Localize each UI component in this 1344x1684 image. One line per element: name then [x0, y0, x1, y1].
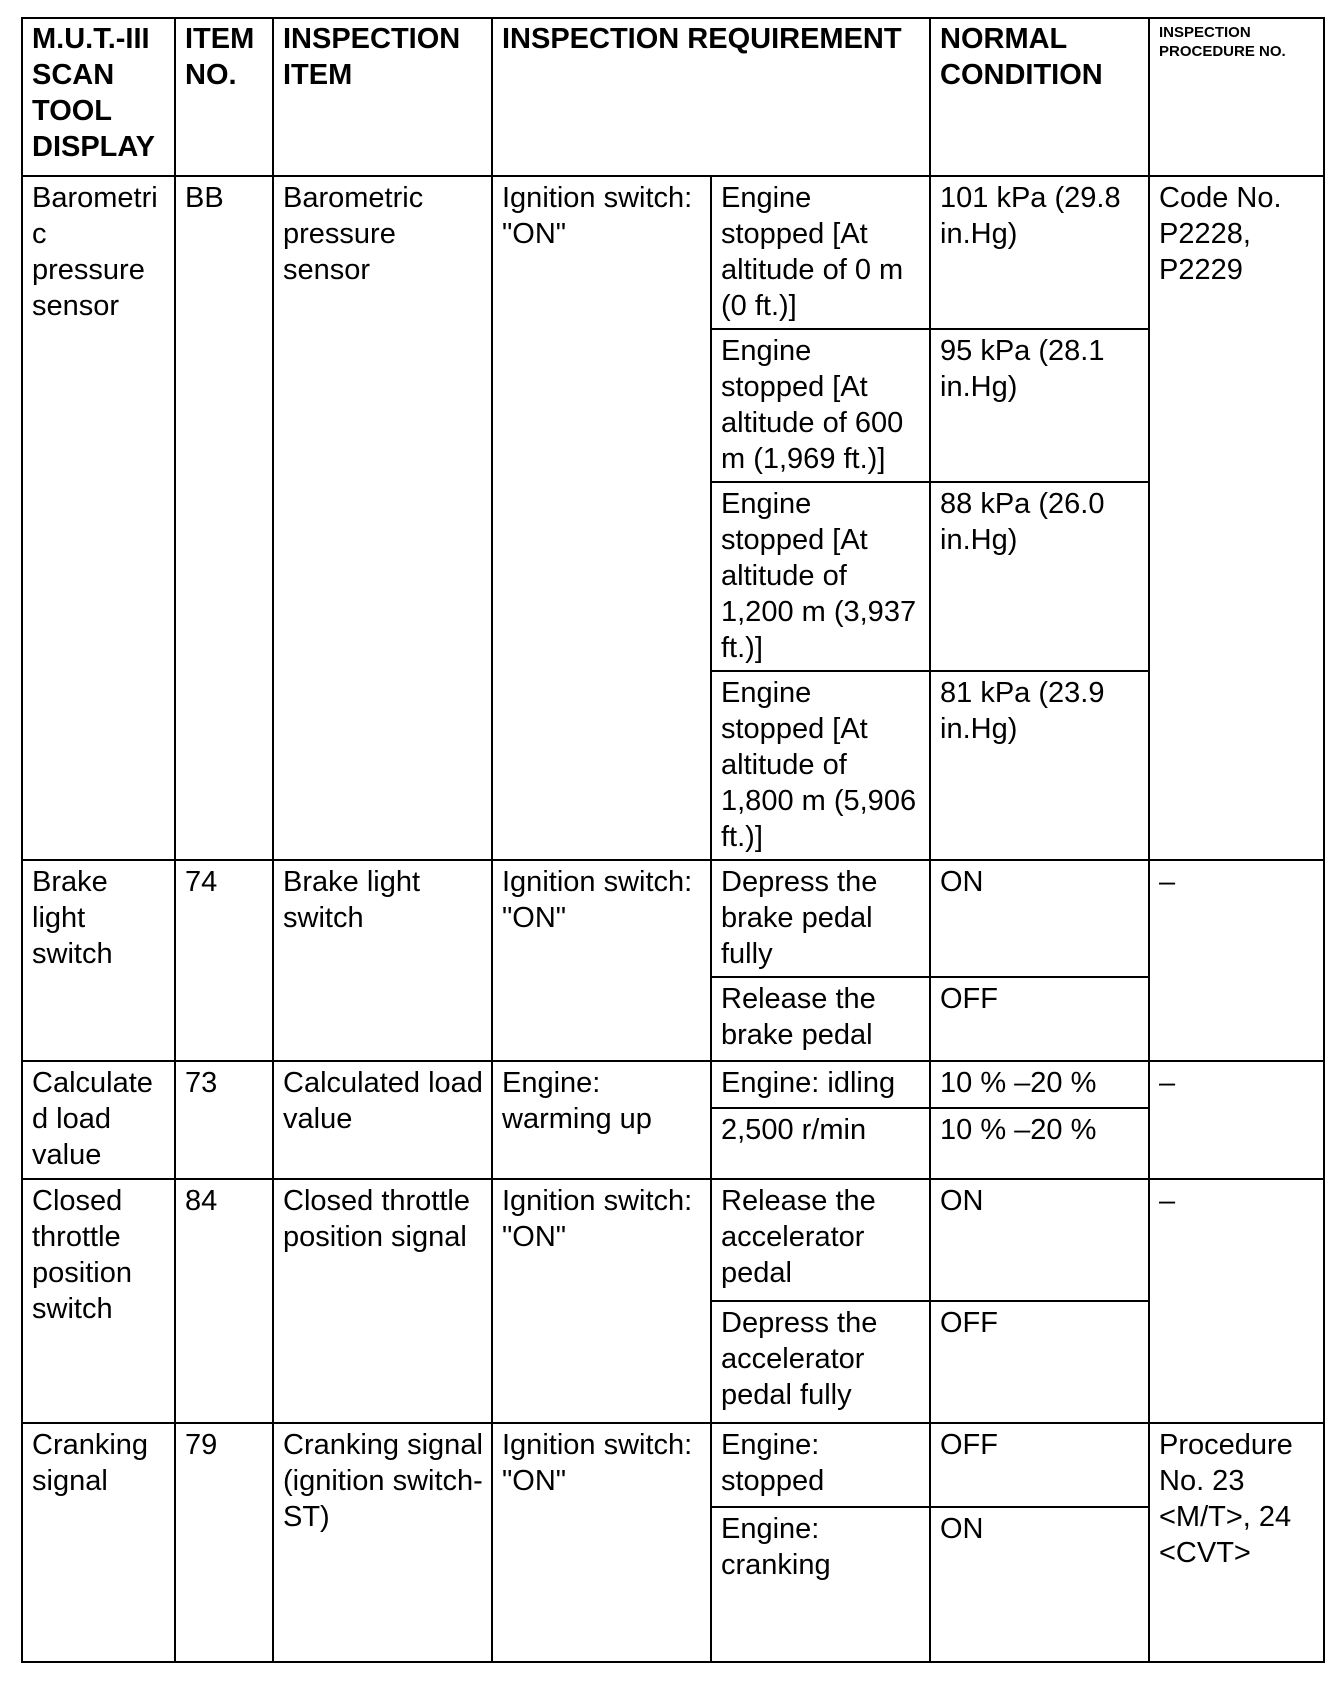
item-no-cell: 84: [175, 1179, 273, 1423]
condition-detail-cell: 2,500 r/min: [711, 1108, 930, 1179]
inspection-item-cell: Brake light switch: [273, 860, 492, 1061]
scan-tool-display-cell: Calculated load value: [22, 1061, 175, 1179]
condition-detail-cell: Depress the accelerator pedal fully: [711, 1301, 930, 1423]
inspection-requirement-cell: Ignition switch: "ON": [492, 1423, 711, 1662]
normal-condition-cell: ON: [930, 1179, 1149, 1301]
condition-detail-cell: Engine: stopped: [711, 1423, 930, 1507]
inspection-table: [21, 17, 1325, 1663]
inspection-requirement-cell: Ignition switch: "ON": [492, 176, 711, 860]
condition-detail-cell: Engine stopped [At altitude of 1,200 m (3,937 ft.)]: [711, 482, 930, 671]
inspection-requirement-cell: Ignition switch: "ON": [492, 1179, 711, 1423]
header-normal-condition: NORMAL CONDITION: [930, 18, 1149, 176]
normal-condition-cell: 10 % –20 %: [930, 1061, 1149, 1108]
table-row: [22, 860, 1324, 977]
header-scan-tool-display: M.U.T.-III SCAN TOOL DISPLAY: [22, 18, 175, 176]
procedure-no-cell: Procedure No. 23 <M/T>, 24 <CVT>: [1149, 1423, 1324, 1662]
scan-tool-display-cell: Barometric pressure sensor: [22, 176, 175, 860]
normal-condition-cell: 81 kPa (23.9 in.Hg): [930, 671, 1149, 860]
table-row: [22, 1179, 1324, 1301]
item-no-cell: 74: [175, 860, 273, 1061]
normal-condition-cell: 101 kPa (29.8 in.Hg): [930, 176, 1149, 329]
item-no-cell: 73: [175, 1061, 273, 1179]
scan-tool-display-cell: Closed throttle position switch: [22, 1179, 175, 1423]
procedure-no-cell: –: [1149, 1179, 1324, 1423]
normal-condition-cell: 10 % –20 %: [930, 1108, 1149, 1179]
condition-detail-cell: Engine stopped [At altitude of 0 m (0 ft.)]: [711, 176, 930, 329]
inspection-requirement-cell: Engine: warming up: [492, 1061, 711, 1179]
condition-detail-cell: Engine: cranking: [711, 1507, 930, 1662]
header-inspection-requirement: INSPECTION REQUIREMENT: [492, 18, 930, 176]
normal-condition-cell: OFF: [930, 977, 1149, 1061]
header-row: [22, 18, 1324, 176]
normal-condition-cell: OFF: [930, 1301, 1149, 1423]
condition-detail-cell: Release the accelerator pedal: [711, 1179, 930, 1301]
condition-detail-cell: Depress the brake pedal fully: [711, 860, 930, 977]
inspection-item-cell: Cranking signal (ignition switch-ST): [273, 1423, 492, 1662]
header-inspection-procedure-no: INSPECTION PROCEDURE NO.: [1149, 18, 1324, 176]
header-inspection-item: INSPECTION ITEM: [273, 18, 492, 176]
inspection-requirement-cell: Ignition switch: "ON": [492, 860, 711, 1061]
procedure-no-cell: –: [1149, 860, 1324, 1061]
normal-condition-cell: 88 kPa (26.0 in.Hg): [930, 482, 1149, 671]
scan-tool-display-cell: Brake light switch: [22, 860, 175, 1061]
normal-condition-cell: 95 kPa (28.1 in.Hg): [930, 329, 1149, 482]
normal-condition-cell: ON: [930, 1507, 1149, 1662]
table-row: [22, 176, 1324, 329]
inspection-item-cell: Calculated load value: [273, 1061, 492, 1179]
condition-detail-cell: Engine stopped [At altitude of 600 m (1,969 ft.)]: [711, 329, 930, 482]
procedure-no-cell: Code No. P2228, P2229: [1149, 176, 1324, 860]
normal-condition-cell: OFF: [930, 1423, 1149, 1507]
item-no-cell: BB: [175, 176, 273, 860]
procedure-no-cell: –: [1149, 1061, 1324, 1179]
table-row: [22, 1061, 1324, 1108]
normal-condition-cell: ON: [930, 860, 1149, 977]
condition-detail-cell: Engine: idling: [711, 1061, 930, 1108]
header-item-no: ITEM NO.: [175, 18, 273, 176]
item-no-cell: 79: [175, 1423, 273, 1662]
condition-detail-cell: Engine stopped [At altitude of 1,800 m (5,906 ft.)]: [711, 671, 930, 860]
inspection-item-cell: Barometric pressure sensor: [273, 176, 492, 860]
condition-detail-cell: Release the brake pedal: [711, 977, 930, 1061]
inspection-item-cell: Closed throttle position signal: [273, 1179, 492, 1423]
table-row: [22, 1423, 1324, 1507]
scan-tool-display-cell: Cranking signal: [22, 1423, 175, 1662]
